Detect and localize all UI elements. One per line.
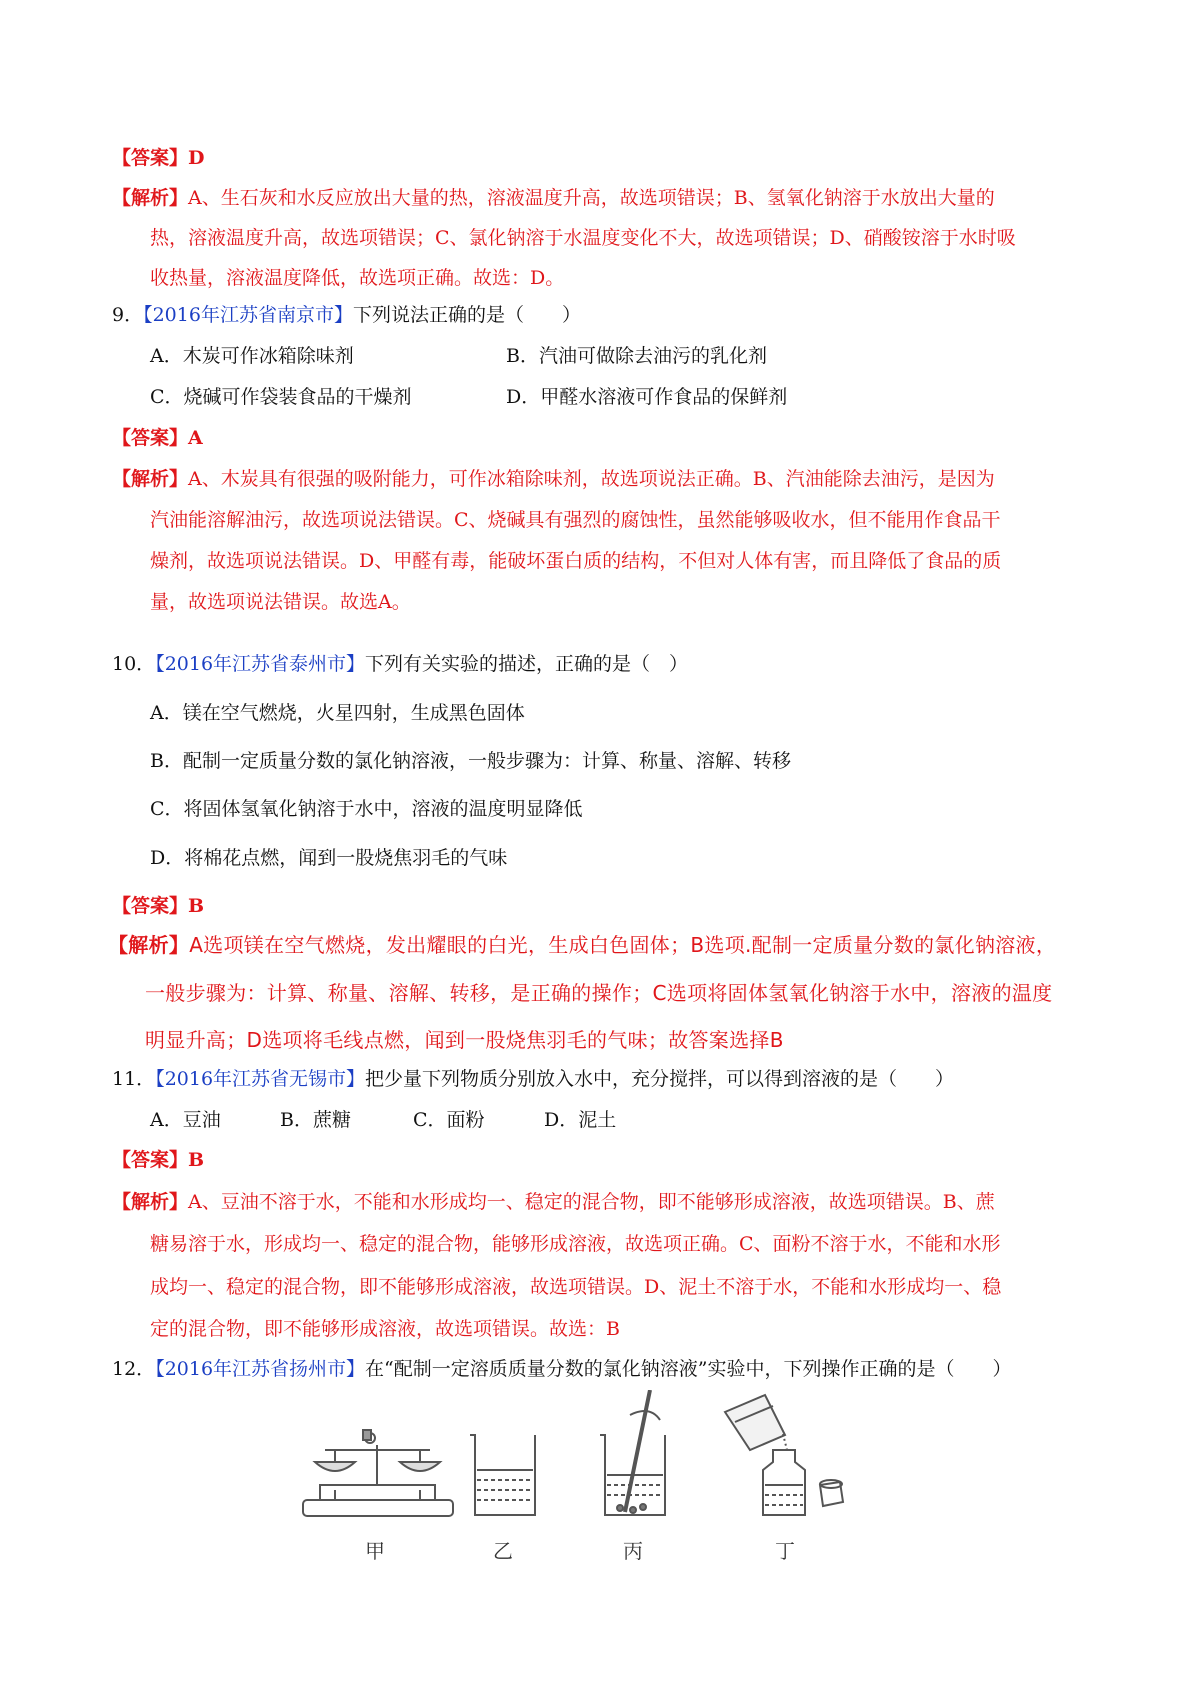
q11-stem: 把少量下列物质分别放入水中，充分搅拌，可以得到溶液的是（ ） [365,1068,955,1090]
q10-analysis-text-1: A选项镁在空气燃烧，发出耀眼的白光，生成白色固体；B选项.配制一定质量分数的氯化钠溶液， [189,933,1057,957]
q10-option-c: C．将固体氢氧化钠溶于水中，溶液的温度明显降低 [150,798,583,820]
q11-analysis-text-1: A、豆油不溶于水，不能和水形成均一、稳定的混合物，即不能够形成溶液，故选项错误。B、蔗 [188,1191,995,1213]
q10-answer-line [112,893,204,919]
q8-answer-label: 【答案】 [112,147,189,169]
q10-stem-line [112,651,688,677]
q8-analysis-line-2: 热，溶液温度升高，故选项错误；C、氯化钠溶于水温度变化不大，故选项错误；D、硝酸铵溶于水时吸 [150,227,1016,249]
q11-option-b: B．蔗糖 [280,1109,351,1131]
beaker-illustration [470,1435,535,1515]
q10-option-a: A．镁在空气燃烧，火星四射，生成黑色固体 [150,702,525,724]
q9-number: 9． [112,304,144,326]
balance-illustration [303,1430,453,1516]
q10-option-b: B．配制一定质量分数的氯化钠溶液，一般步骤为：计算、称量、溶解、转移 [150,750,791,772]
q8-answer: D [188,147,205,169]
pouring-illustration [725,1395,843,1515]
q10-source: 【2016年江苏省泰州市】 [155,653,366,675]
q12-source: 【2016年江苏省扬州市】 [155,1358,366,1380]
q10-stem: 下列有关实验的描述，正确的是（ ） [365,653,689,675]
q8-analysis-label: 【解析】 [112,187,189,209]
q10-option-d: D．将棉花点燃，闻到一股烧焦羽毛的气味 [150,847,508,869]
q11-analysis-line-4: 定的混合物，即不能够形成溶液，故选项错误。故选：B [150,1318,620,1340]
q11-option-a: A．豆油 [150,1109,221,1131]
q8-analysis-line-3: 收热量，溶液温度降低，故选项正确。故选：D。 [150,267,565,289]
q9-stem-line [112,302,581,328]
q12-lab-figure [295,1390,925,1570]
q9-option-c: C．烧碱可作袋装食品的干燥剂 [150,386,412,408]
q10-analysis-line-1 [108,932,1056,958]
q11-number: 11． [112,1068,156,1090]
q8-answer-line [112,145,205,171]
q10-analysis-label: 【解析】 [108,933,190,957]
q10-number: 10． [112,653,156,675]
q11-answer-line [112,1147,204,1173]
q9-option-d: D．甲醛水溶液可作食品的保鲜剂 [506,386,788,408]
figure-label-ding: 丁 [775,1539,795,1563]
q8-analysis-text-1: A、生石灰和水反应放出大量的热，溶液温度升高，故选项错误；B、氢氧化钠溶于水放出大量的 [188,187,995,209]
q9-analysis-label: 【解析】 [112,468,189,490]
q9-answer: A [188,427,203,449]
q11-option-d: D．泥土 [544,1109,617,1131]
q9-answer-line [112,425,203,451]
q11-analysis-line-2: 糖易溶于水，形成均一、稳定的混合物，能够形成溶液，故选项正确。C、面粉不溶于水，不能和水形 [150,1233,1001,1255]
q11-analysis-line-3: 成均一、稳定的混合物，即不能够形成溶液，故选项错误。D、泥土不溶于水，不能和水形成均一、稳 [150,1276,1002,1298]
q9-analysis-text-1: A、木炭具有很强的吸附能力，可作冰箱除味剂，故选项说法正确。B、汽油能除去油污，是因为 [188,468,995,490]
q12-number: 12． [112,1358,156,1380]
q9-source: 【2016年江苏省南京市】 [143,304,353,326]
q11-source: 【2016年江苏省无锡市】 [155,1068,366,1090]
q8-analysis-line-1 [112,185,995,211]
q10-answer-label: 【答案】 [112,895,189,917]
q10-analysis-line-2: 一般步骤为：计算、称量、溶解、转移，是正确的操作；C选项将固体氢氧化钠溶于水中，溶液的温度 [145,981,1053,1005]
q9-analysis-line-4: 量，故选项说法错误。故选A。 [150,591,411,613]
q11-answer-label: 【答案】 [112,1149,189,1171]
figure-label-yi: 乙 [493,1539,513,1563]
q9-analysis-line-1 [112,466,995,492]
q9-analysis-line-2: 汽油能溶解油污，故选项说法错误。C、烧碱具有强烈的腐蚀性，虽然能够吸收水，但不能用作食品干 [150,509,1001,531]
q12-stem: 在“配制一定溶质质量分数的氯化钠溶液”实验中，下列操作正确的是（ ） [365,1358,1012,1380]
q9-option-a: A．木炭可作冰箱除味剂 [150,345,354,367]
q12-stem-line [112,1356,1011,1382]
q11-analysis-line-1 [112,1189,995,1215]
figure-label-jia: 甲 [365,1539,385,1563]
figure-label-bing: 丙 [623,1539,643,1563]
q11-answer: B [188,1149,205,1171]
stirring-beaker-illustration [600,1390,665,1515]
q11-analysis-label: 【解析】 [112,1191,189,1213]
q11-stem-line [112,1066,954,1092]
q9-analysis-line-3: 燥剂，故选项说法错误。D、甲醛有毒，能破坏蛋白质的结构，不但对人体有害，而且降低了食品的质 [150,550,1002,572]
q9-option-b: B．汽油可做除去油污的乳化剂 [506,345,767,367]
q10-answer: B [188,895,205,917]
q11-option-c: C．面粉 [413,1109,485,1131]
q10-analysis-line-3: 明显升高；D选项将毛线点燃，闻到一股烧焦羽毛的气味；故答案选择B [145,1028,784,1052]
q9-answer-label: 【答案】 [112,427,189,449]
q9-stem: 下列说法正确的是（ ） [352,304,581,326]
